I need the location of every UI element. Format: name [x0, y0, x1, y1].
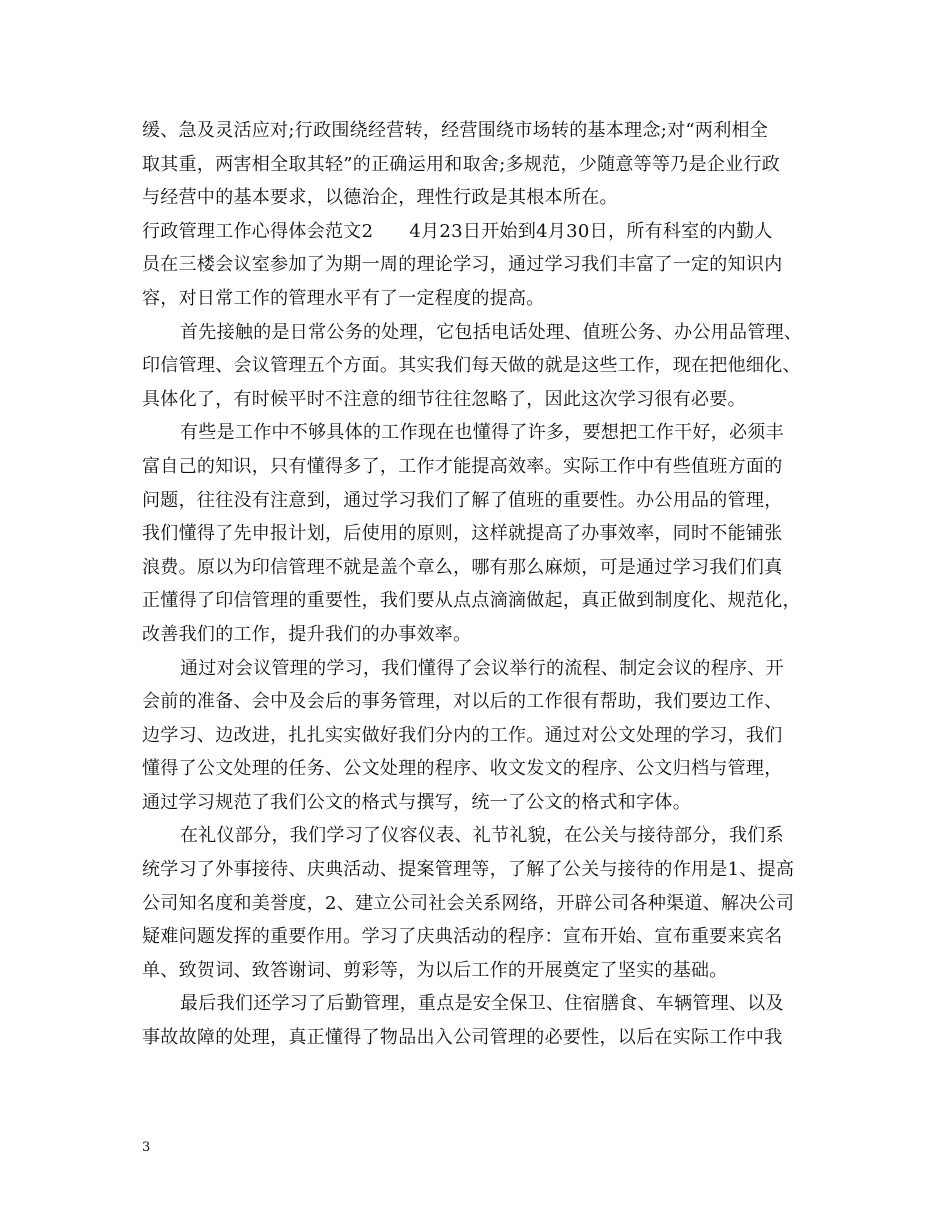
paragraph-first-line: 在礼仪部分，我们学习了仪容仪表、礼节礼貌，在公关与接待部分，我们系	[180, 825, 784, 847]
text-line: 印信管理、会议管理五个方面。其实我们每天做的就是这些工作，现在把他细化、	[142, 355, 801, 377]
text-line: 具体化了，有时候平时不注意的细节往往忽略了，因此这次学习很有必要。	[142, 388, 746, 410]
section-title: 行政管理工作心得体会范文2	[142, 220, 374, 242]
page-number: 3	[142, 1140, 151, 1155]
text-line-start: 4月23日开始到4月30日，所有科室的内勤人	[409, 220, 773, 242]
text-line: 通过学习规范了我们公文的格式与撰写，统一了公文的格式和字体。	[142, 791, 691, 813]
text-line: 公司知名度和美誉度，2、建立公司社会关系网络，开辟公司各种渠道、解决公司	[142, 892, 795, 914]
text-line: 缓、急及灵活应对;行政围绕经营转，经营围绕市场转的基本理念;对“两利相全	[142, 120, 769, 141]
paragraph-first-line: 首先接触的是日常公务的处理，它包括电话处理、值班公务、办公用品管理、	[180, 321, 803, 343]
paragraph-first-line: 最后我们还学习了后勤管理，重点是安全保卫、住宿膳食、车辆管理、以及	[180, 993, 784, 1015]
text-line: 疑难问题发挥的重要作用。学习了庆典活动的程序：宣布开始、宣布重要来宾名	[142, 926, 783, 948]
text-line: 事故故障的处理，真正懂得了物品出入公司管理的必要性，以后在实际工作中我	[142, 1027, 783, 1049]
text-line: 与经营中的基本要求，以德治企，理性行政是其根本所在。	[142, 187, 618, 209]
text-line: 正懂得了印信管理的重要性，我们要从点点滴滴做起，真正做到制度化、规范化，	[142, 590, 801, 612]
text-line: 员在三楼会议室参加了为期一周的理论学习，通过学习我们丰富了一定的知识内	[142, 254, 783, 276]
text-line: 会前的准备、会中及会后的事务管理，对以后的工作很有帮助，我们要边工作、	[142, 691, 783, 713]
text-line: 容，对日常工作的管理水平有了一定程度的提高。	[142, 287, 545, 309]
paragraph-first-line: 通过对会议管理的学习，我们懂得了会议举行的流程、制定会议的程序、开	[180, 657, 784, 679]
document-body	[142, 114, 810, 1055]
text-line: 统学习了外事接待、庆典活动、提案管理等，了解了公关与接待的作用是1、提高	[142, 859, 795, 881]
text-line: 单、致贺词、致答谢词、剪彩等，为以后工作的开展奠定了坚实的基础。	[142, 959, 728, 981]
section-heading-line	[142, 215, 810, 249]
paragraph-first-line: 有些是工作中不够具体的工作现在也懂得了许多，要想把工作干好，必须丰	[180, 422, 784, 444]
text-line: 边学习、边改进，扎扎实实做好我们分内的工作。通过对公文处理的学习，我们	[142, 724, 783, 746]
text-line: 懂得了公文处理的任务、公文处理的程序、收文发文的程序、公文归档与管理，	[142, 758, 783, 780]
text-line: 浪费。原以为印信管理不就是盖个章么，哪有那么麻烦，可是通过学习我们们真	[142, 556, 783, 578]
text-line: 问题，往往没有注意到，通过学习我们了解了值班的重要性。办公用品的管理，	[142, 489, 783, 511]
text-line: 富自己的知识，只有懂得多了，工作才能提高效率。实际工作中有些值班方面的	[142, 455, 783, 477]
text-line: 我们懂得了先申报计划，后使用的原则，这样就提高了办事效率，同时不能铺张	[142, 523, 783, 545]
text-line: 取其重，两害相全取其轻”的正确运用和取舍;多规范，少随意等等乃是企业行政	[142, 153, 781, 175]
text-line: 改善我们的工作，提升我们的办事效率。	[142, 623, 472, 645]
